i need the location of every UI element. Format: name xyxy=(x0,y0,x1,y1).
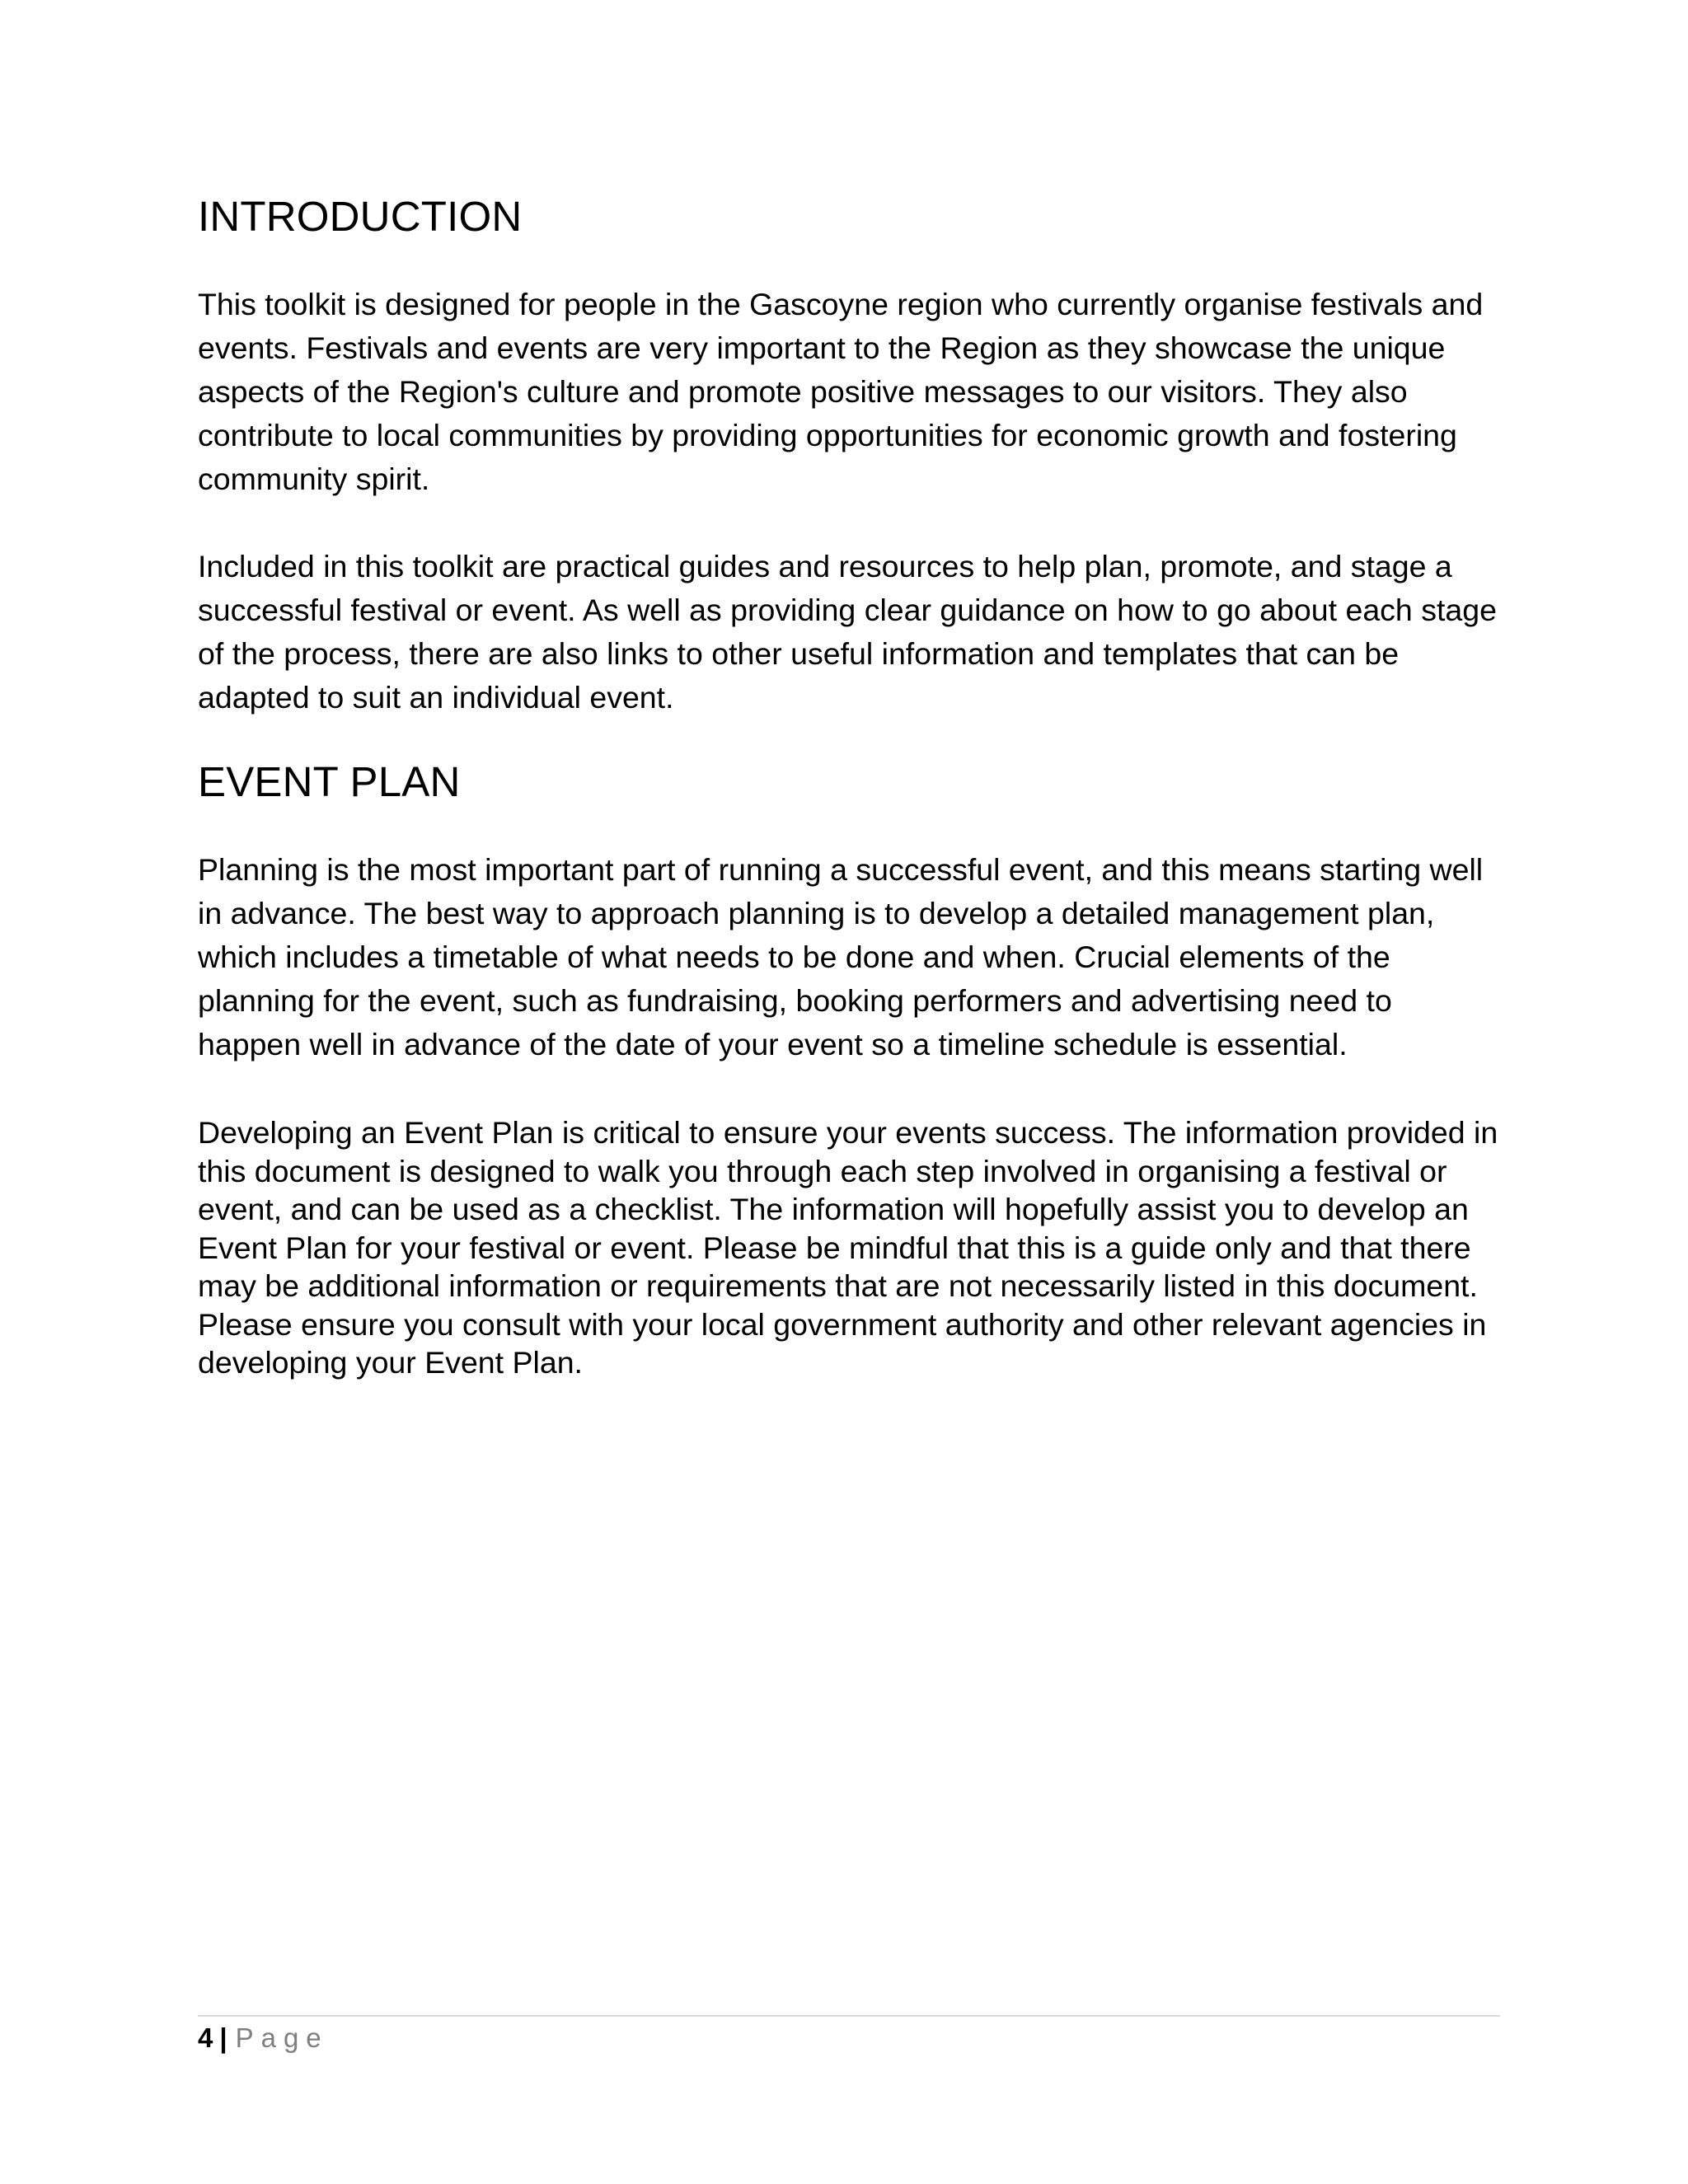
introduction-paragraph-2: Included in this toolkit are practical guides and resources to help plan, promote, and stage a successful festival or event. As well as providing clear guidance on how to go about each stage of the process, there are also links to other useful information and templates that can be adapted to suit an individual event. xyxy=(198,549,1497,715)
page-number: 4 xyxy=(198,2022,213,2053)
page-content xyxy=(198,191,1500,1382)
section-title-introduction: INTRODUCTION xyxy=(198,193,523,240)
section-title-event-plan: EVENT PLAN xyxy=(198,758,461,805)
footer-separator: | xyxy=(219,2022,227,2053)
introduction-paragraph-1: This toolkit is designed for people in the Gascoyne region who currently organise festivals and events. Festivals and events are very important to the Region as they showcase the unique aspects of the Region's culture and promote positive messages to our visitors. They also contribute to local communities by providing opportunities for economic growth and fostering community spirit. xyxy=(198,287,1484,496)
footer-divider xyxy=(198,2015,1500,2017)
event-plan-paragraph-2: Developing an Event Plan is critical to ensure your events success. The information provided in this document is designed to walk you through each step involved in organising a festival or event, and can be used as a checklist. The information will hopefully assist you to develop an Event Plan for your festival or event. Please be mindful that this is a guide only and that there may be additional information or requirements that are not necessarily listed in this document. Please ensure you consult with your local government authority and other relevant agencies in developing your Event Plan. xyxy=(198,1115,1498,1380)
page-label: Page xyxy=(235,2022,329,2053)
page-footer xyxy=(198,2019,329,2057)
event-plan-paragraph-1: Planning is the most important part of running a successful event, and this means starting well in advance. The best way to approach planning is to develop a detailed management plan, which includes a timetable of what needs to be done and when. Crucial elements of the planning for the event, such as fundraising, booking performers and advertising need to happen well in advance of the date of your event so a timeline schedule is essential. xyxy=(198,852,1484,1062)
